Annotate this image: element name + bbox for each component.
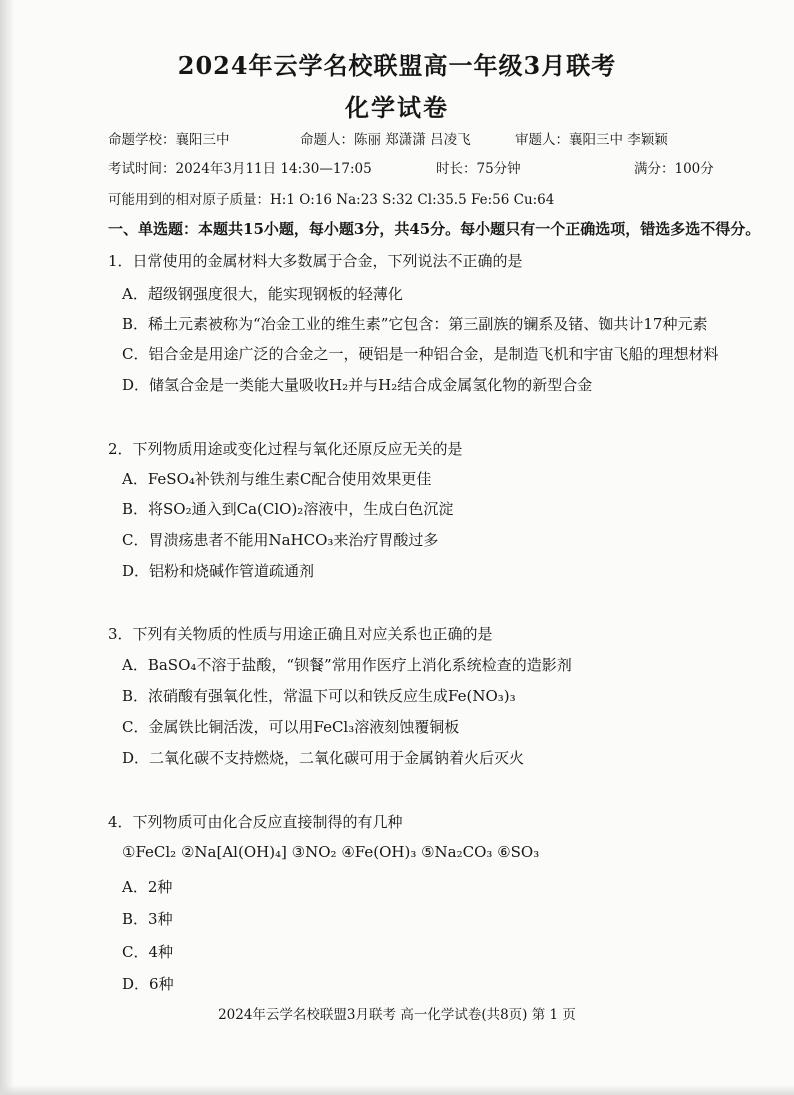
- exam-duration: 时长：75分钟: [436, 161, 521, 177]
- question-1-option-a: A．超级钢强度很大，能实现钢板的轻薄化: [122, 285, 403, 303]
- question-4-option-b: B．3种: [122, 910, 173, 928]
- question-authors: 命题人：陈丽 郑潇潇 吕凌飞: [300, 132, 471, 148]
- question-2-option-a: A．FeSO₄补铁剂与维生素C配合使用效果更佳: [122, 470, 432, 488]
- exam-subtitle: 化学试卷: [345, 93, 449, 122]
- proposing-school: 命题学校：襄阳三中: [108, 132, 230, 148]
- exam-time: 考试时间：2024年3月11日 14:30—17:05: [108, 161, 372, 177]
- question-2-option-d: D．铝粉和烧碱作管道疏通剂: [122, 562, 315, 580]
- question-4-option-c: C．4种: [122, 943, 174, 961]
- question-3-option-a: A．BaSO₄不溶于盐酸，“钡餐”常用作医疗上消化系统检查的造影剂: [122, 656, 572, 674]
- exam-title: 2024年云学名校联盟高一年级3月联考: [177, 51, 617, 80]
- question-2-stem: 2．下列物质用途或变化过程与氧化还原反应无关的是: [108, 440, 463, 458]
- question-2-option-b: B．将SO₂通入到Ca(ClO)₂溶液中，生成白色沉淀: [122, 500, 454, 518]
- question-3-option-b: B．浓硝酸有强氧化性，常温下可以和铁反应生成Fe(NO₃)₃: [122, 687, 516, 705]
- question-3-option-d: D．二氧化碳不支持燃烧，二氧化碳可用于金属钠着火后灭火: [122, 749, 525, 767]
- question-1-option-b: B．稀土元素被称为“冶金工业的维生素”它包含：第三副族的镧系及锗、铷共计17种元素: [122, 315, 708, 333]
- full-score: 满分：100分: [634, 161, 714, 177]
- atomic-masses: 可能用到的相对原子质量：H:1 O:16 Na:23 S:32 Cl:35.5 Fe:56 Cu:64: [108, 192, 555, 208]
- scan-bottom-shadow: [0, 1085, 794, 1095]
- question-4-substances: ①FeCl₂ ②Na[Al(OH)₄] ③NO₂ ④Fe(OH)₃ ⑤Na₂CO₃ ⑥SO₃: [122, 843, 540, 861]
- page-footer: 2024年云学名校联盟3月联考 高一化学试卷(共8页) 第 1 页: [218, 1007, 576, 1023]
- question-3-option-c: C．金属铁比铜活泼，可以用FeCl₃溶液刻蚀覆铜板: [122, 718, 460, 736]
- question-1-option-c: C．铝合金是用途广泛的合金之一，硬铝是一种铝合金，是制造飞机和宇宙飞船的理想材料: [122, 345, 719, 363]
- reviewer: 审题人：襄阳三中 李颖颖: [515, 132, 668, 148]
- question-1-stem: 1．日常使用的金属材料大多数属于合金，下列说法不正确的是: [108, 252, 523, 270]
- scan-edge-shadow: [0, 0, 14, 1095]
- question-4-stem: 4．下列物质可由化合反应直接制得的有几种: [108, 813, 403, 831]
- question-3-stem: 3．下列有关物质的性质与用途正确且对应关系也正确的是: [108, 625, 493, 643]
- question-1-option-d: D．储氢合金是一类能大量吸收H₂并与H₂结合成金属氢化物的新型合金: [122, 376, 593, 394]
- question-4-option-d: D．6种: [122, 975, 174, 993]
- question-2-option-c: C．胃溃疡患者不能用NaHCO₃来治疗胃酸过多: [122, 531, 439, 549]
- section-title: 一、单选题：本题共15小题，每小题3分，共45分。每小题只有一个正确选项，错选多选不得分。: [108, 220, 761, 238]
- question-4-option-a: A．2种: [122, 878, 173, 896]
